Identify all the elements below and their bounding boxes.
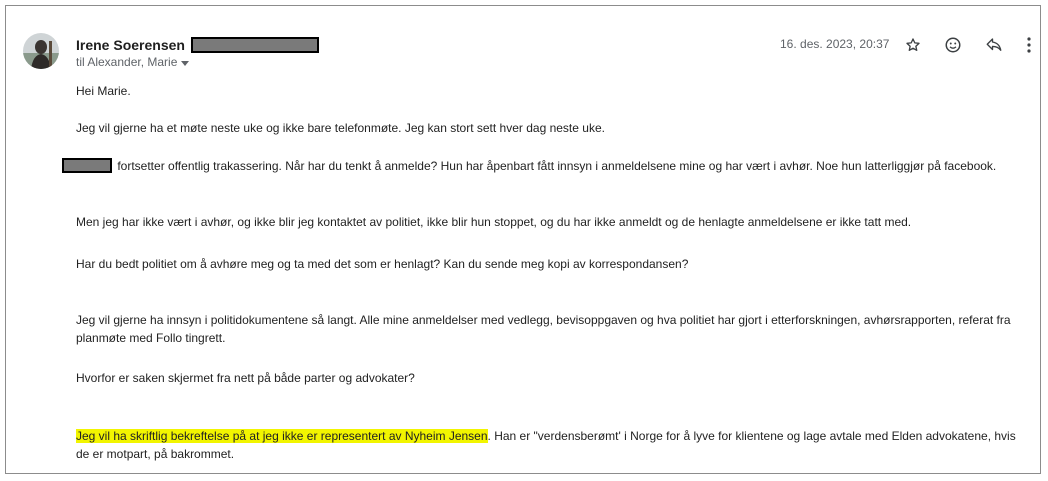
body-greeting: Hei Marie. [76,84,131,98]
recipients[interactable] [76,55,189,69]
message-date: 16. des. 2023, 20:37 [780,37,890,51]
sender-name[interactable]: Irene Soerensen [76,37,185,53]
highlighted-text: Jeg vil ha skriftlig bekreftelse på at jeg ikke er representert av Nyheim Jensen [76,429,488,443]
body-paragraph-7-text: . Han er "verdensberømt' i Norge for å lyve for klientene og lage avtale med Elden advokatene, hvis de er motpart, på bakrommet. [76,429,1016,461]
emoji-icon[interactable] [941,33,965,57]
body-paragraph-5: Jeg vil gjerne ha innsyn i politidokumentene så langt. Alle mine anmeldelser med vedlegg, bevisoppgaven og hva politiet har gjort i etterforskningen, avhørsrapporten, referat fra planmøte med Follo tingrett. [76,313,1011,345]
body-paragraph-2 [62,157,1028,175]
recipients-text: til Alexander, Marie [76,55,178,69]
redacted-email [191,37,319,53]
chevron-down-icon[interactable] [181,61,189,66]
reply-icon[interactable] [982,33,1006,57]
body-paragraph-3: Men jeg har ikke vært i avhør, og ikke blir jeg kontaktet av politiet, ikke blir hun stoppet, og du har ikke anmeldt og de henlagte anmeldelsene er ikke tatt med. [76,215,912,229]
sender-line [76,36,319,54]
body-paragraph-6: Hvorfor er saken skjermet fra nett på både parter og advokater? [76,371,415,385]
body-paragraph-7 [76,427,1028,463]
email-message-frame [5,5,1041,474]
redacted-name [62,158,112,173]
body-paragraph-4: Har du bedt politiet om å avhøre meg og ta med det som er henlagt? Kan du sende meg kopi av korrespondansen? [76,257,689,271]
sender-avatar[interactable] [23,33,59,69]
star-icon[interactable] [901,33,925,57]
more-vert-icon[interactable] [1019,33,1039,57]
body-paragraph-2-text: fortsetter offentlig trakassering. Når har du tenkt å anmelde? Hun har åpenbart fått innsyn i anmeldelsene mine og har vært i avhør. Noe hun latterliggjør på facebook. [114,159,997,173]
body-paragraph-1: Jeg vil gjerne ha et møte neste uke og ikke bare telefonmøte. Jeg kan stort sett hver dag neste uke. [76,121,605,135]
